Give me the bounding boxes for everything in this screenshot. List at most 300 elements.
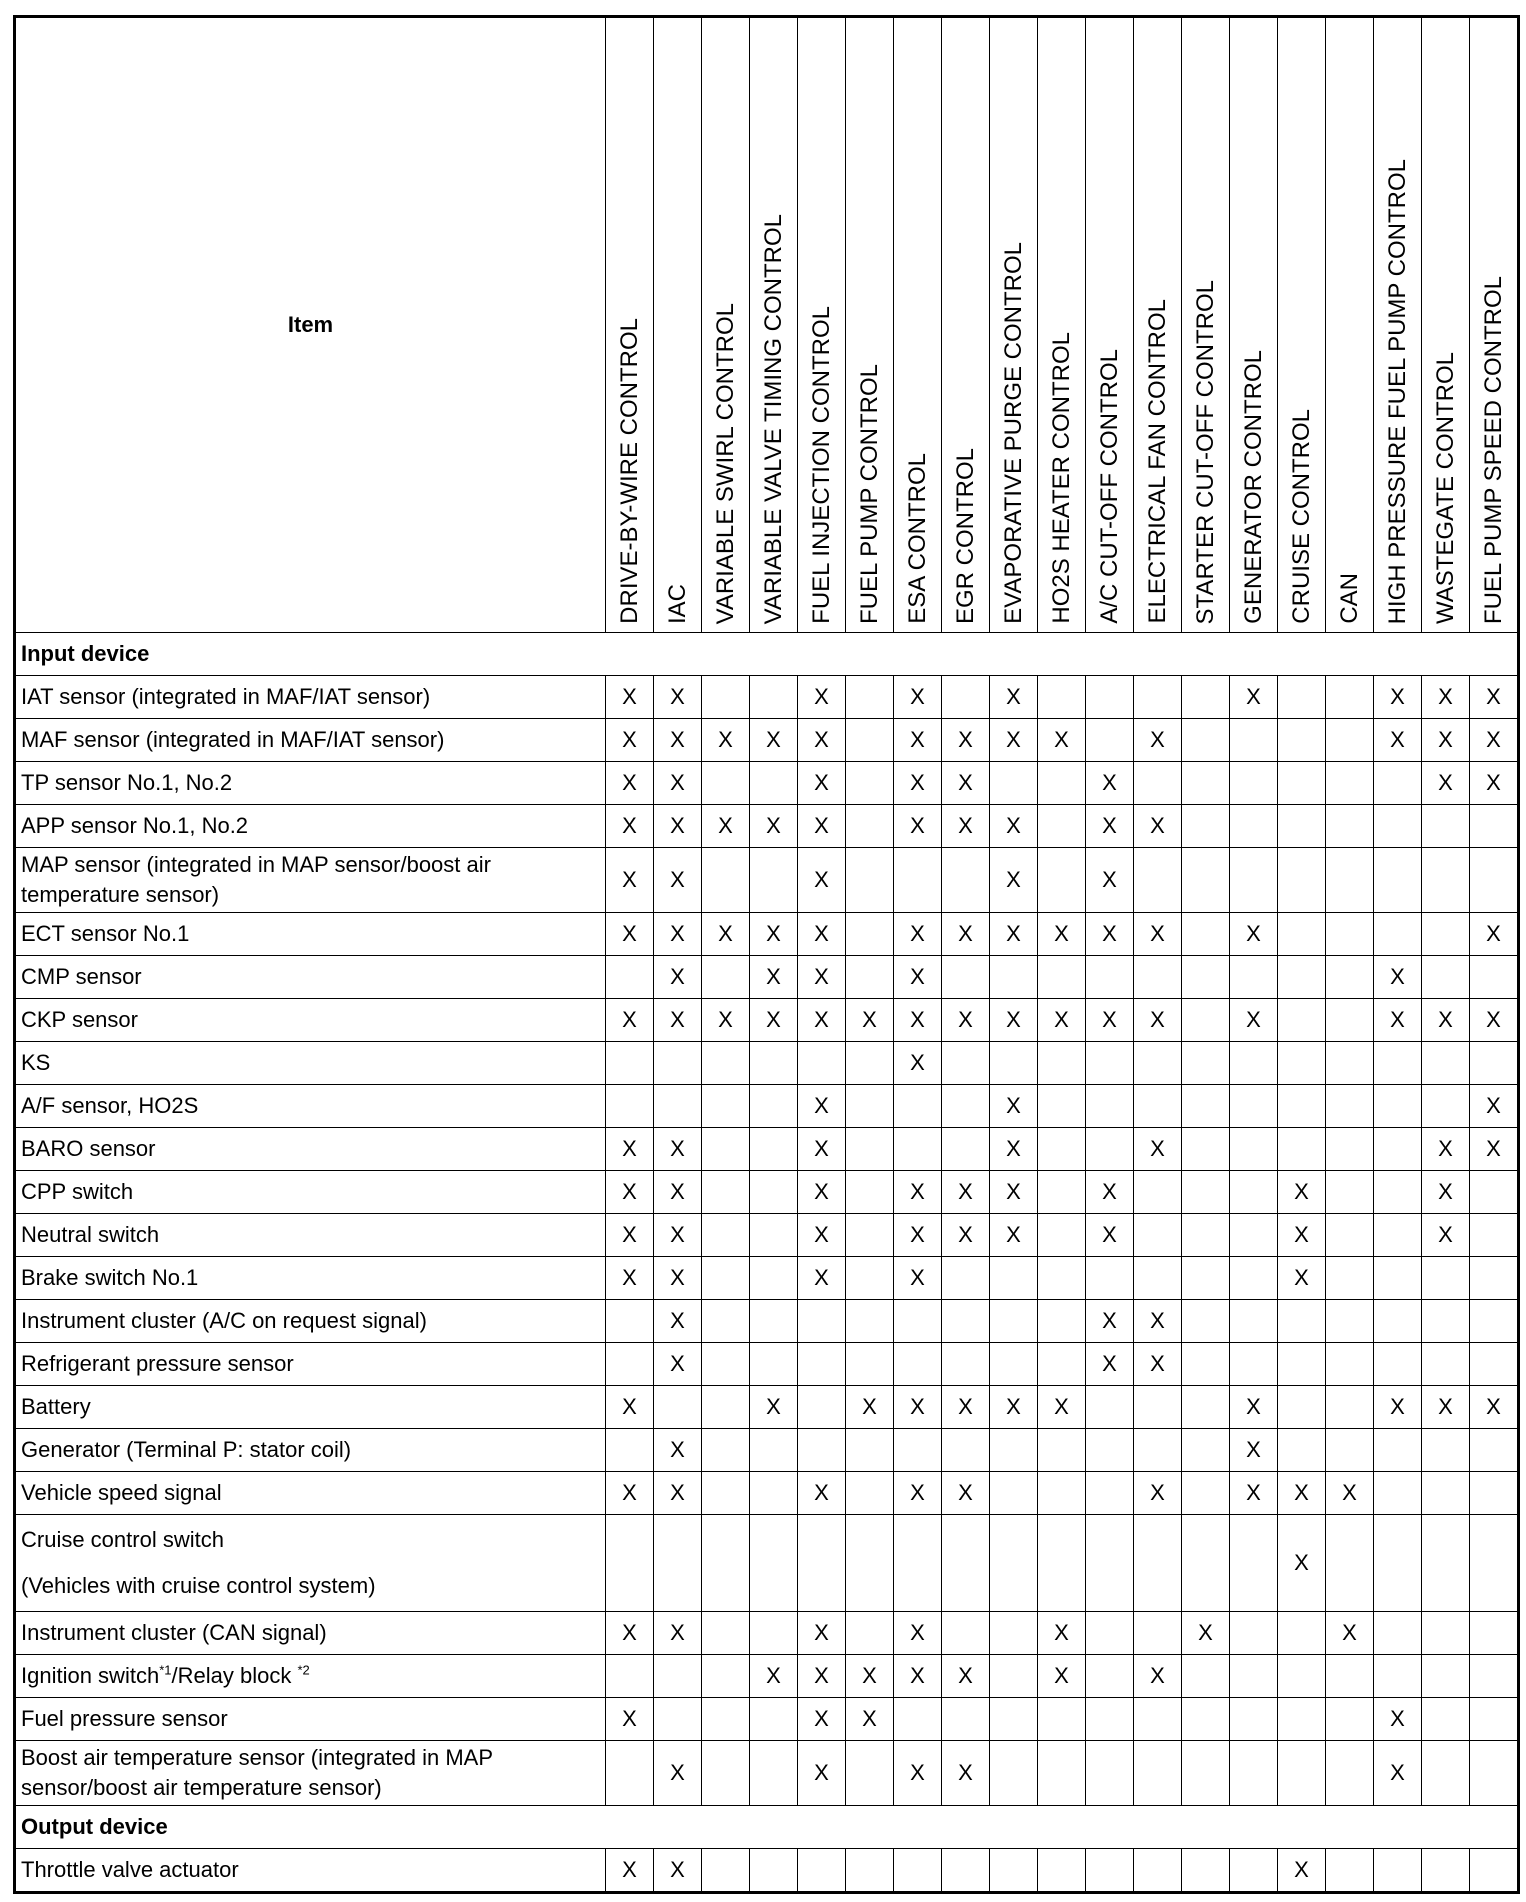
matrix-cell [846,848,894,913]
x-mark: X [814,1760,829,1785]
row-label [15,1741,606,1806]
column-header-label: DRIVE-BY-WIRE CONTROL [615,318,643,624]
matrix-cell [702,1042,750,1085]
matrix-cell [846,956,894,999]
matrix-cell [1182,719,1230,762]
matrix-cell [990,1171,1038,1214]
matrix-cell [654,1214,702,1257]
matrix-cell [1326,1085,1374,1128]
matrix-cell [894,1429,942,1472]
matrix-cell [1182,1429,1230,1472]
matrix-cell [1134,999,1182,1042]
matrix-cell [990,848,1038,913]
matrix-cell [606,1698,654,1741]
matrix-cell [1134,762,1182,805]
x-mark: X [766,1394,781,1419]
matrix-cell [702,1849,750,1893]
matrix-cell [894,1171,942,1214]
matrix-cell [1086,1171,1134,1214]
matrix-cell [798,676,846,719]
matrix-cell [1038,1128,1086,1171]
matrix-cell [1038,1343,1086,1386]
matrix-cell [990,762,1038,805]
x-mark: X [670,921,685,946]
matrix-cell [1182,1085,1230,1128]
x-mark: X [670,1007,685,1032]
matrix-cell [1182,1741,1230,1806]
matrix-cell [1278,719,1326,762]
matrix-cell [1134,1515,1182,1612]
matrix-cell [1134,956,1182,999]
x-mark: X [670,1179,685,1204]
matrix-cell [606,676,654,719]
matrix-cell [990,1128,1038,1171]
matrix-cell [1422,719,1470,762]
matrix-cell [894,1128,942,1171]
row-label [15,719,606,762]
matrix-cell [1326,719,1374,762]
matrix-cell [1230,1257,1278,1300]
matrix-cell [846,999,894,1042]
column-header [1374,17,1422,633]
matrix-cell [1278,1257,1326,1300]
matrix-cell [990,1214,1038,1257]
matrix-cell [942,1171,990,1214]
x-mark: X [910,1007,925,1032]
column-header [1182,17,1230,633]
control-matrix-table [13,15,1520,1894]
x-mark: X [1150,1663,1165,1688]
row-label [15,1300,606,1343]
matrix-cell [798,762,846,805]
row-label-text: /Relay block [171,1663,298,1688]
column-header [846,17,894,633]
matrix-cell [1422,999,1470,1042]
matrix-cell [1422,1257,1470,1300]
matrix-cell [750,913,798,956]
matrix-cell [1374,913,1422,956]
column-header [606,17,654,633]
column-header-label: FUEL PUMP CONTROL [855,363,883,624]
matrix-cell [1470,1343,1519,1386]
matrix-cell [654,1698,702,1741]
matrix-cell [1182,1612,1230,1655]
x-mark: X [766,921,781,946]
x-mark: X [622,1480,637,1505]
x-mark: X [766,964,781,989]
row-label [15,1472,606,1515]
x-mark: X [910,1265,925,1290]
matrix-cell [654,1386,702,1429]
x-mark: X [670,813,685,838]
table-row [15,1849,1519,1893]
x-mark: X [910,921,925,946]
matrix-cell [606,805,654,848]
column-header-label: FUEL PUMP SPEED CONTROL [1479,275,1507,624]
matrix-cell [1374,1741,1422,1806]
table-row [15,1085,1519,1128]
matrix-cell [1470,999,1519,1042]
matrix-cell [702,805,750,848]
matrix-cell [654,848,702,913]
matrix-cell [1470,1698,1519,1741]
x-mark: X [766,1007,781,1032]
row-label-text: Vehicle speed signal [21,1480,222,1505]
column-header [1422,17,1470,633]
item-header: Item [15,17,606,633]
matrix-cell [1374,1343,1422,1386]
matrix-cell [1422,848,1470,913]
matrix-cell [990,719,1038,762]
matrix-cell [606,1655,654,1698]
matrix-cell [1326,1472,1374,1515]
matrix-cell [1470,1612,1519,1655]
x-mark: X [1246,1437,1261,1462]
matrix-cell [894,762,942,805]
matrix-cell [1230,1612,1278,1655]
matrix-cell [702,1386,750,1429]
x-mark: X [1486,1007,1501,1032]
x-mark: X [622,813,637,838]
matrix-cell [702,1741,750,1806]
table-row [15,848,1519,913]
x-mark: X [1390,684,1405,709]
matrix-cell [990,1655,1038,1698]
matrix-cell [702,762,750,805]
x-mark: X [1006,1222,1021,1247]
matrix-cell [1326,1128,1374,1171]
matrix-cell [1134,1386,1182,1429]
x-mark: X [1342,1620,1357,1645]
matrix-cell [1086,1128,1134,1171]
matrix-cell [1038,848,1086,913]
x-mark: X [1054,1007,1069,1032]
matrix-cell [1086,1343,1134,1386]
column-header [1038,17,1086,633]
matrix-cell [942,1515,990,1612]
matrix-cell [1182,1257,1230,1300]
matrix-cell [1326,913,1374,956]
matrix-cell [942,913,990,956]
matrix-cell [606,848,654,913]
column-header [990,17,1038,633]
matrix-cell [702,1515,750,1612]
row-label-note: (Vehicles with cruise control system) [21,1573,376,1598]
matrix-cell [1134,1472,1182,1515]
x-mark: X [1102,1222,1117,1247]
matrix-cell [798,956,846,999]
matrix-cell [702,1085,750,1128]
matrix-cell [1422,1698,1470,1741]
matrix-cell [1422,1515,1470,1612]
matrix-cell [942,1849,990,1893]
matrix-cell [1470,1300,1519,1343]
matrix-cell [846,1515,894,1612]
matrix-cell [654,1343,702,1386]
matrix-cell [1038,1214,1086,1257]
row-label-text: Fuel pressure sensor [21,1706,228,1731]
matrix-cell [1038,676,1086,719]
matrix-cell [990,805,1038,848]
matrix-cell [1278,1515,1326,1612]
matrix-cell [1230,1741,1278,1806]
matrix-cell [1230,1085,1278,1128]
matrix-cell [846,1698,894,1741]
matrix-cell [1422,1472,1470,1515]
matrix-cell [1422,805,1470,848]
matrix-cell [1278,999,1326,1042]
matrix-cell [1086,1300,1134,1343]
matrix-cell [654,1085,702,1128]
matrix-cell [1326,1741,1374,1806]
matrix-cell [894,1386,942,1429]
matrix-cell [654,1042,702,1085]
matrix-cell [1422,1042,1470,1085]
row-label-text: Brake switch No.1 [21,1265,199,1290]
matrix-cell [606,1085,654,1128]
matrix-cell [1326,1171,1374,1214]
matrix-cell [750,719,798,762]
x-mark: X [862,1007,877,1032]
matrix-cell [1038,1386,1086,1429]
table-row [15,1429,1519,1472]
x-mark: X [766,813,781,838]
x-mark: X [718,1007,733,1032]
matrix-cell [654,1472,702,1515]
matrix-cell [894,956,942,999]
matrix-cell [1326,1214,1374,1257]
matrix-cell [1470,762,1519,805]
matrix-cell [1086,1515,1134,1612]
column-header [750,17,798,633]
matrix-cell [606,1257,654,1300]
x-mark: X [814,1136,829,1161]
matrix-cell [702,999,750,1042]
control-matrix [13,15,1520,1894]
row-label [15,805,606,848]
matrix-cell [1230,762,1278,805]
matrix-cell [1086,676,1134,719]
x-mark: X [1102,770,1117,795]
table-row [15,1612,1519,1655]
matrix-cell [1038,1300,1086,1343]
row-label-text: Neutral switch [21,1222,160,1247]
matrix-cell [1230,1698,1278,1741]
matrix-cell [798,1085,846,1128]
x-mark: X [622,727,637,752]
column-header [1470,17,1519,633]
matrix-cell [1374,848,1422,913]
matrix-cell [1230,1515,1278,1612]
matrix-cell [1182,1042,1230,1085]
matrix-cell [1374,1515,1422,1612]
matrix-cell [1278,1472,1326,1515]
matrix-cell [1134,676,1182,719]
x-mark: X [1150,1351,1165,1376]
matrix-cell [798,1128,846,1171]
matrix-cell [1086,1472,1134,1515]
matrix-cell [798,1472,846,1515]
matrix-cell [942,1042,990,1085]
row-label-text: MAP sensor (integrated in MAP sensor/boost air temperature sensor) [21,852,491,907]
x-mark: X [814,684,829,709]
matrix-cell [798,805,846,848]
x-mark: X [1102,1351,1117,1376]
x-mark: X [1150,1308,1165,1333]
matrix-cell [1470,1849,1519,1893]
matrix-cell [990,913,1038,956]
x-mark: X [814,727,829,752]
x-mark: X [622,921,637,946]
matrix-cell [1086,1386,1134,1429]
x-mark: X [622,1857,637,1882]
matrix-cell [798,1429,846,1472]
matrix-cell [1086,1429,1134,1472]
column-header-label: FUEL INJECTION CONTROL [807,306,835,624]
matrix-cell [1038,1472,1086,1515]
matrix-cell [942,1472,990,1515]
matrix-cell [990,999,1038,1042]
matrix-cell [798,1698,846,1741]
matrix-cell [1086,1741,1134,1806]
x-mark: X [670,964,685,989]
x-mark: X [814,1093,829,1118]
matrix-cell [1086,1085,1134,1128]
row-label-text: KS [21,1050,51,1075]
matrix-cell [1230,1429,1278,1472]
matrix-cell [846,1612,894,1655]
matrix-cell [1134,1042,1182,1085]
matrix-cell [798,1300,846,1343]
matrix-cell [1470,848,1519,913]
matrix-cell [1086,1257,1134,1300]
matrix-cell [750,1171,798,1214]
matrix-cell [1230,1171,1278,1214]
matrix-cell [750,1429,798,1472]
column-header-label: CAN [1335,573,1363,624]
x-mark: X [814,1620,829,1645]
row-label [15,676,606,719]
matrix-cell [798,1171,846,1214]
matrix-cell [1374,1429,1422,1472]
x-mark: X [814,1007,829,1032]
x-mark: X [1006,1007,1021,1032]
matrix-cell [702,1612,750,1655]
matrix-cell [798,1042,846,1085]
matrix-cell [894,1515,942,1612]
table-row [15,1386,1519,1429]
x-mark: X [670,867,685,892]
x-mark: X [1438,1007,1453,1032]
header-row [15,17,1519,633]
row-label-text: Refrigerant pressure sensor [21,1351,294,1376]
matrix-cell [1374,999,1422,1042]
matrix-cell [1326,1698,1374,1741]
matrix-cell [1422,1612,1470,1655]
matrix-cell [1278,913,1326,956]
matrix-cell [1374,1085,1422,1128]
row-label [15,1429,606,1472]
row-label-text: TP sensor No.1, No.2 [21,770,233,795]
matrix-cell [846,1171,894,1214]
x-mark: X [670,1222,685,1247]
column-header-label: STARTER CUT-OFF CONTROL [1191,279,1219,624]
row-label-text: Ignition switch [21,1663,160,1688]
matrix-cell [1374,1042,1422,1085]
row-label-text: CKP sensor [21,1007,138,1032]
matrix-cell [798,1655,846,1698]
matrix-cell [654,1257,702,1300]
matrix-cell [1326,956,1374,999]
matrix-cell [798,1515,846,1612]
matrix-cell [1374,1698,1422,1741]
matrix-cell [1422,1128,1470,1171]
matrix-cell [798,1257,846,1300]
x-mark: X [910,1222,925,1247]
matrix-cell [894,1300,942,1343]
column-header-label: CRUISE CONTROL [1287,409,1315,624]
matrix-cell [606,999,654,1042]
matrix-cell [1038,956,1086,999]
matrix-cell [990,676,1038,719]
matrix-cell [1422,1343,1470,1386]
x-mark: X [910,1179,925,1204]
matrix-cell [750,1343,798,1386]
row-label-text: IAT sensor (integrated in MAF/IAT sensor) [21,684,431,709]
x-mark: X [1150,813,1165,838]
column-header-label: EGR CONTROL [951,447,979,624]
matrix-cell [1086,1698,1134,1741]
x-mark: X [814,964,829,989]
x-mark: X [670,1760,685,1785]
matrix-cell [990,1612,1038,1655]
x-mark: X [766,727,781,752]
matrix-cell [1038,762,1086,805]
matrix-cell [1326,999,1374,1042]
matrix-cell [606,1171,654,1214]
matrix-cell [750,1515,798,1612]
matrix-cell [894,1042,942,1085]
row-label [15,1698,606,1741]
x-mark: X [1438,684,1453,709]
matrix-cell [1182,1849,1230,1893]
matrix-cell [1374,1214,1422,1257]
x-mark: X [1438,1222,1453,1247]
matrix-cell [894,676,942,719]
matrix-cell [750,1655,798,1698]
matrix-cell [606,1128,654,1171]
row-label [15,1085,606,1128]
x-mark: X [622,684,637,709]
matrix-cell [990,1515,1038,1612]
matrix-cell [654,1429,702,1472]
matrix-cell [1278,1698,1326,1741]
matrix-cell [606,1849,654,1893]
x-mark: X [814,1222,829,1247]
matrix-cell [798,719,846,762]
matrix-cell [750,1472,798,1515]
matrix-cell [1182,762,1230,805]
x-mark: X [814,867,829,892]
matrix-cell [702,719,750,762]
matrix-cell [1230,1655,1278,1698]
matrix-cell [1422,1655,1470,1698]
x-mark: X [814,1706,829,1731]
row-label [15,1343,606,1386]
matrix-cell [654,999,702,1042]
column-header [702,17,750,633]
matrix-cell [1038,1042,1086,1085]
